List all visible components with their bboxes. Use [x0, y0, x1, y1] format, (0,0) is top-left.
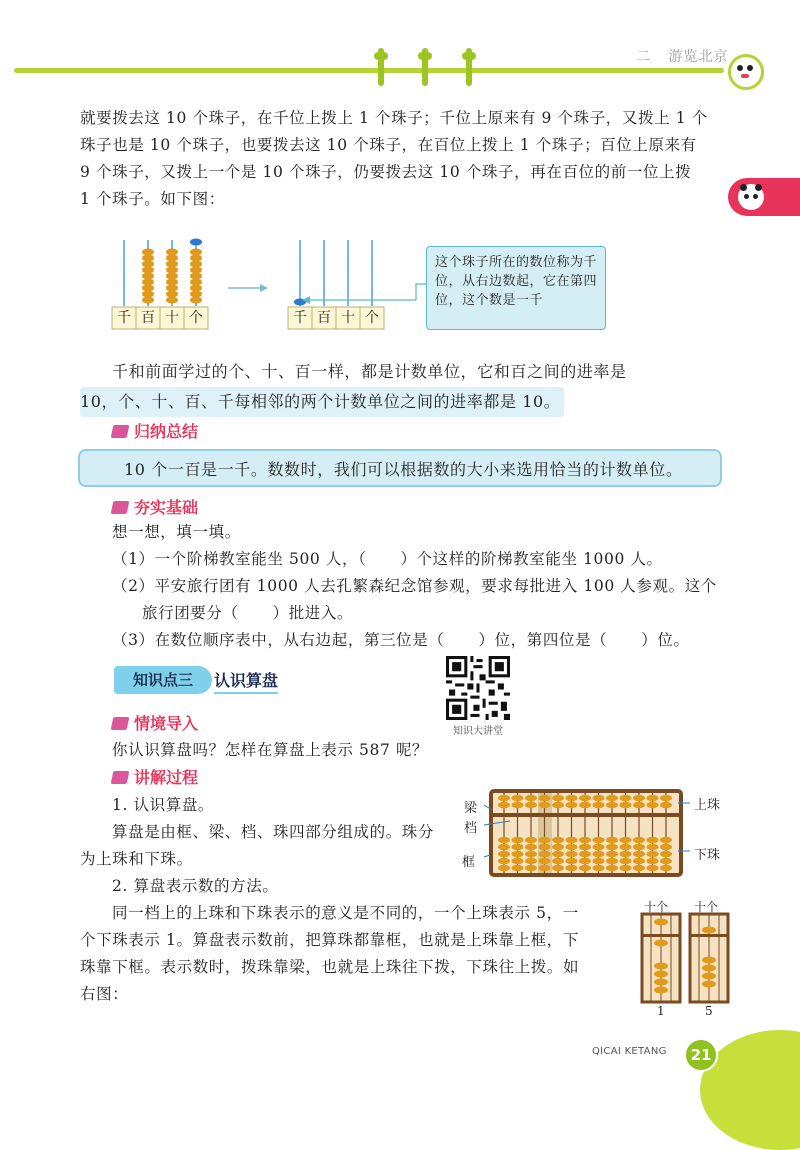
panda-logo [728, 54, 764, 90]
explain-line: 右图： [80, 985, 129, 1003]
counter-label: 千 [293, 310, 307, 326]
section-title: 认识算盘 [214, 668, 278, 694]
small-abacus-label-1: 十个 [644, 900, 669, 914]
abacus-label-lower-bead: 下珠 [694, 848, 721, 863]
abacus-label-frame: 框 [462, 855, 476, 870]
counter-label: 百 [317, 310, 331, 326]
section-badge: 知识点三 [114, 666, 212, 694]
abacus-lower-bead [566, 865, 578, 871]
counter-labels-left [112, 307, 208, 327]
chapter-title: 游览北京 [668, 49, 729, 65]
abacus-lower-bead [539, 865, 551, 871]
header-bar-pegs [372, 48, 482, 88]
abacus-lower-bead [633, 865, 645, 871]
situation-text: 你认识算盘吗？怎样在算盘上表示 587 呢？ [112, 741, 429, 759]
explain-item-1: 1. 认识算盘。 [112, 796, 215, 814]
question-3: （3）在数位顺序表中，从右边起，第三位是（ ）位，第四位是（ ）位。 [112, 631, 690, 649]
counter-label: 十 [341, 310, 355, 326]
counter-label: 百 [141, 310, 155, 326]
abacus-lower-bead [512, 865, 524, 871]
abacus-lower-bead [525, 865, 537, 871]
explain-line: 同一档上的上珠和下珠表示的意义是不同的，一个上珠表示 5，一 [112, 904, 579, 922]
paragraph-1 [80, 105, 730, 213]
explain-item-2: 2. 算盘表示数的方法。 [112, 877, 279, 895]
small-abacus-value-1: 1 [657, 1004, 665, 1018]
abacus-lower-bead [552, 865, 564, 871]
page-number: 21 [684, 1038, 718, 1072]
question-2-line-1: （2）平安旅行团有 1000 人去孔繁森纪念馆参观，要求每批进入 100 人参观。这个 [112, 577, 717, 595]
explain-line: 为上珠和下珠。 [80, 850, 193, 868]
book-icon [111, 771, 130, 784]
chapter-label [636, 46, 728, 66]
header-bar [14, 68, 724, 73]
abacus-lower-bead [593, 865, 605, 871]
explain-block-2 [80, 900, 640, 1008]
practice-block [112, 519, 732, 654]
small-abacus-value-2: 5 [705, 1004, 713, 1018]
callout-text: 这个珠子所在的数位称为千位，从右边数起，它在第四位，这个数是一千 [435, 255, 598, 308]
abacus-lower-bead [606, 865, 618, 871]
question-2-line-2: 旅行团要分（ ）批进入。 [142, 604, 354, 622]
callout-box [426, 246, 606, 330]
abacus-lower-bead [660, 865, 672, 871]
counter-label: 十 [165, 310, 179, 326]
counter-label: 个 [365, 310, 379, 326]
book-icon [111, 501, 130, 514]
explain-line: 珠靠下框。表示数时，拨珠靠梁，也就是上珠往下拨，下珠往上拨。如 [80, 958, 580, 976]
summary-box [78, 449, 722, 487]
paragraph-line: 千和前面学过的个、十、百一样，都是计数单位，它和百之间的进率是 [112, 362, 627, 381]
summary-heading: 归纳总结 [112, 419, 198, 442]
abacus-lower-bead [647, 865, 659, 871]
book-icon [111, 425, 130, 438]
counter-label: 个 [189, 310, 203, 326]
abacus-label-upper-bead: 上珠 [694, 798, 721, 813]
abacus-pointer-lines [470, 795, 700, 865]
qr-code[interactable] [446, 656, 510, 720]
book-icon [111, 717, 130, 730]
summary-text: 10 个一百是一千。数数时，我们可以根据数的大小来选用恰当的计数单位。 [124, 460, 683, 479]
counter-label: 千 [117, 310, 131, 326]
paragraph-line: 10，个、十、百、千每相邻的两个计数单位之间的进率都是 10。 [80, 387, 564, 417]
chapter-number: 二 [636, 49, 651, 65]
practice-intro: 想一想，填一填。 [112, 523, 241, 541]
abacus-lower-bead [579, 865, 591, 871]
abacus-label-rod: 档 [464, 821, 478, 836]
side-tab [728, 178, 800, 216]
paragraph-line: 9 个珠子，又拨上一个是 10 个珠子，仍要拨去这 10 个珠子，再在百位的前一位上拨 [80, 163, 692, 181]
abacus-lower-bead [498, 865, 510, 871]
abacus-lower-bead [620, 865, 632, 871]
explain-block-1 [80, 792, 460, 900]
paragraph-line: 就要拨去这 10 个珠子，在千位上拨上 1 个珠子；千位上原来有 9 个珠子，又拨上 1 个 [80, 109, 708, 127]
question-1: （1）一个阶梯教室能坐 500 人，（ ）个这样的阶梯教室能坐 1000 人。 [112, 550, 663, 568]
explain-line: 算盘是由框、梁、档、珠四部分组成的。珠分 [112, 823, 435, 841]
qr-caption: 知识大讲堂 [453, 726, 503, 737]
small-abacus-diagram [640, 912, 732, 1004]
paragraph-line: 珠子也是 10 个珠子，也要拨去这 10 个珠子，在百位上拨上 1 个珠子；百位上原来有 [80, 136, 697, 154]
situation-heading: 情境导入 [112, 711, 198, 734]
footer-brand: QICAI KETANG [592, 1046, 667, 1057]
explain-line: 个下珠表示 1。算盘表示数前，把算珠都靠框，也就是上珠靠上框，下 [80, 931, 579, 949]
paragraph-2 [80, 357, 730, 417]
paragraph-line: 1 个珠子。如下图： [80, 190, 225, 208]
practice-heading: 夯实基础 [112, 495, 198, 518]
abacus-label-beam: 梁 [464, 801, 478, 816]
counter-labels-right [288, 307, 384, 327]
small-abacus-label-2: 十个 [694, 900, 719, 914]
explain-heading: 讲解过程 [112, 765, 198, 788]
